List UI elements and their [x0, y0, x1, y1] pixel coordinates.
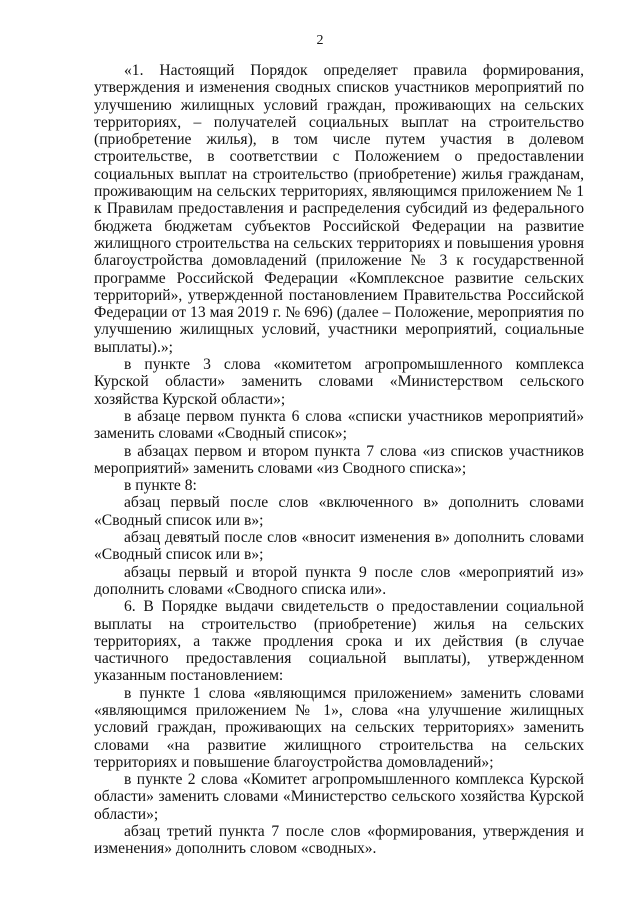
paragraph-5: в пункте 8:: [124, 477, 197, 495]
paragraph-9: 6. В Порядке выдачи свидетельств о предоставлении социальной выплаты на строительство (приобретение) жилья на сельских территориях, а также продления срока и их действия (в случае частичного предоставления социальной выплаты), утвержденном указанным постановлением:: [94, 598, 584, 685]
paragraph-8: абзацы первый и второй пункта 9 после слов «мероприятий из» дополнить словами «Сводного списка или».: [94, 563, 584, 598]
paragraph-12: абзац третий пункта 7 после слов «формирования, утверждения и изменения» дополнить словом «сводных».: [94, 823, 584, 858]
document-body: [94, 62, 584, 858]
paragraph-2: в пункте 3 слова «комитетом агропромышленного комплекса Курской области» заменить словами «Министерством сельского хозяйства Курской области»;: [94, 356, 584, 408]
paragraph-7: абзац девятый после слов «вносит изменения в» дополнить словами «Сводный список или в»;: [94, 529, 584, 564]
paragraph-10: в пункте 1 слова «являющимся приложением» заменить словами «являющимся приложением № 1», слова «на улучшение жилищных условий граждан, проживающих на сельских территориях» заменить словами «на развитие жилищного строительства на сельских территориях и повышение благоустройства домовладений»;: [94, 684, 584, 771]
page-number: 2: [316, 33, 324, 48]
paragraph-11: в пункте 2 слова «Комитет агропромышленного комплекса Курской области» заменить словами «Министерство сельского хозяйства Курской области»;: [94, 771, 584, 823]
paragraph-6: абзац первый после слов «включенного в» дополнить словами «Сводный список или в»;: [94, 494, 584, 529]
paragraph-1: «1. Настоящий Порядок определяет правила формирования, утверждения и изменения сводных списков участников мероприятий по улучшению жилищных условий граждан, проживающих на сельских территориях, – получателей социальных выплат на строительство (приобретение жилья), в том числе путем участия в долевом строительстве, в соответствии с Положением о предоставлении социальных выплат на строительство (приобретение) жилья гражданам, проживающим на сельских территориях, являющимся приложением № 1 к Правилам предоставления и распределения субсидий из федерального бюджета бюджетам субъектов Российской Федерации на развитие жилищного строительства на сельских территориях и повышения уровня благоустройства домовладений (приложение № 3 к государственной программе Российской Федерации «Комплексное развитие сельских территорий», утвержденной постановлением Правительства Российской Федерации от 13 мая 2019 г. № 696) (далее – Положение, мероприятия по улучшению жилищных условий, участники мероприятий, социальные выплаты).»;: [94, 62, 584, 356]
paragraph-4: в абзацах первом и втором пункта 7 слова «из списков участников мероприятий» заменить словами «из Сводного списка»;: [94, 442, 584, 477]
paragraph-3: в абзаце первом пункта 6 слова «списки участников мероприятий» заменить словами «Сводный список»;: [94, 407, 584, 443]
